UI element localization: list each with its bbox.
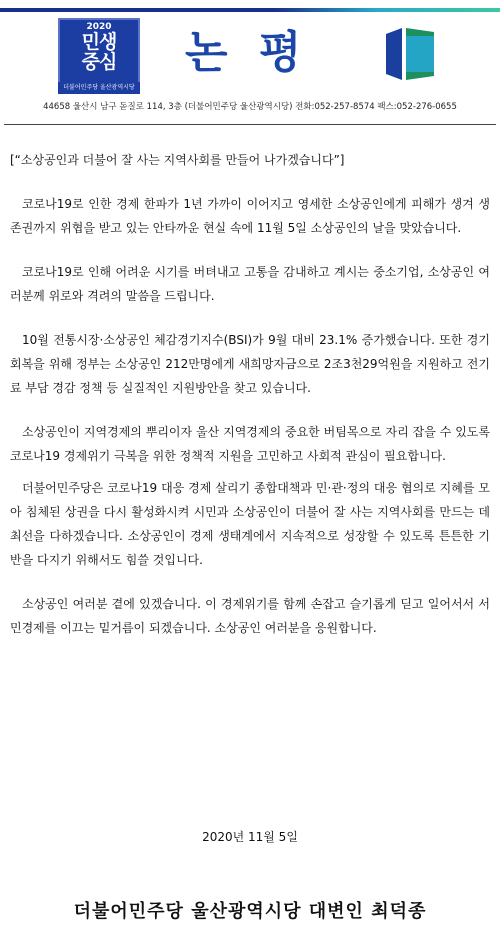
paragraph: 코로나19로 인해 어려운 시기를 버텨내고 고통을 감내하고 계시는 중소기업, 소상공인 여러분께 위로와 격려의 말씀을 드립니다. <box>10 265 490 303</box>
paragraph: 소상공인이 지역경제의 뿌리이자 울산 지역경제의 중요한 버팀목으로 자리 잡을 수 있도록 코로나19 경제위기 극복을 위한 정책적 지원을 고민하고 사회적 관심이 필요합니다. <box>10 425 490 463</box>
logo-year: 2020 <box>86 22 112 32</box>
statement-headline: [“소상공인과 더불어 잘 사는 지역사회를 만들어 나가겠습니다”] <box>10 153 345 167</box>
spokesperson-signature: 더불어민주당 울산광역시당 대변인 최덕종 <box>73 901 427 922</box>
paragraph: 코로나19로 인한 경제 한파가 1년 가까이 이어지고 영세한 소상공인에게 피해가 생겨 생존권까지 위협을 받고 있는 안타까운 현실 속에 11월 5일 소상공인의 날을 맞았습니다. <box>10 197 490 235</box>
logo-party-name: 더불어민주당 울산광역시당 <box>58 82 140 94</box>
paragraph: 더불어민주당은 코로나19 대응 경제 살리기 종합대책과 민·관·정의 대응 협의로 지혜를 모아 침체된 상권을 다시 활성화시켜 시민과 소상공인이 더불어 잘 사는 지역사회를 만드는 데 최선을 다하겠습니다. 소상공인이 경제 생태계에서 지속적으로 성장할 수 있도록 튼튼한 기반을 다지기 위해서도 힘쓸 것입니다. <box>10 481 490 567</box>
statement-body <box>10 148 490 640</box>
campaign-logo <box>58 18 140 94</box>
paragraph: 10월 전통시장·소상공인 체감경기지수(BSI)가 9월 대비 23.1% 증가했습니다. 또한 경기회복을 위해 정부는 소상공인 212만명에게 새희망자금으로 2조3천29억원을 지원하고 전기료 부담 경감 정책 등 실질적인 지원방안을 찾고 있습니다. <box>10 333 490 395</box>
logo-line-1: 민생 <box>81 31 117 53</box>
party-contact-address: 44658 울산시 남구 돋질로 114, 3층 (더불어민주당 울산광역시당) 전화:052-257-8574 팩스:052-276-0655 <box>43 102 457 112</box>
document-type-title: 논 평 <box>185 27 310 78</box>
logo-line-2: 중심 <box>81 51 117 73</box>
party-emblem-icon <box>382 24 438 84</box>
statement-date: 2020년 11월 5일 <box>202 830 298 844</box>
header-divider <box>4 124 496 125</box>
header-top-stripe <box>0 8 500 12</box>
paragraph: 소상공인 여러분 곁에 있겠습니다. 이 경제위기를 함께 손잡고 슬기롭게 딛고 일어서서 서민경제를 이끄는 밑거름이 되겠습니다. 소상공인 여러분을 응원합니다. <box>10 597 490 635</box>
